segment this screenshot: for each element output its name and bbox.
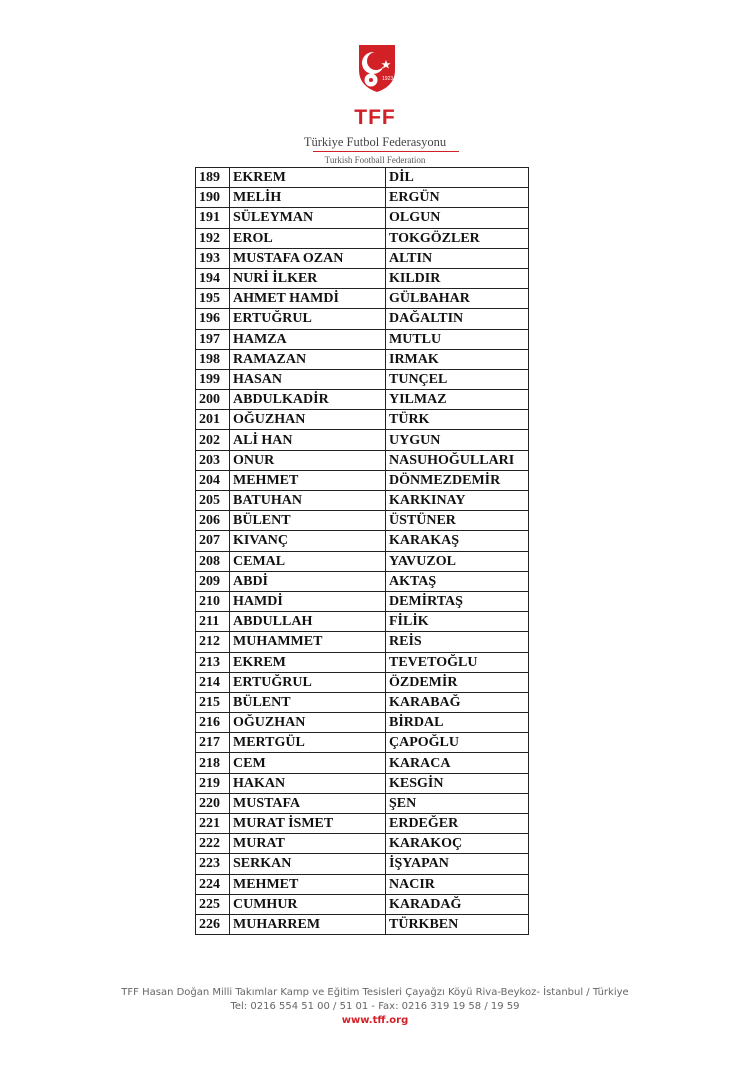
- federation-name-en: Turkish Football Federation: [324, 155, 426, 165]
- last-name: DÖNMEZDEMİR: [386, 470, 529, 490]
- table-row: [196, 329, 529, 349]
- last-name: TÜRKBEN: [386, 914, 529, 934]
- first-name: RAMAZAN: [230, 349, 386, 369]
- table-row: [196, 470, 529, 490]
- row-number: 199: [196, 369, 230, 389]
- table-row: [196, 369, 529, 389]
- first-name: HAKAN: [230, 773, 386, 793]
- first-name: HASAN: [230, 369, 386, 389]
- row-number: 222: [196, 834, 230, 854]
- footer-phone: Tel: 0216 554 51 00 / 51 01 - Fax: 0216 319 19 58 / 19 59: [230, 1001, 520, 1012]
- last-name: İŞYAPAN: [386, 854, 529, 874]
- row-number: 221: [196, 814, 230, 834]
- last-name: TÜRK: [386, 410, 529, 430]
- row-number: 206: [196, 511, 230, 531]
- first-name: HAMDİ: [230, 591, 386, 611]
- table-row: [196, 430, 529, 450]
- first-name: MERTGÜL: [230, 733, 386, 753]
- row-number: 197: [196, 329, 230, 349]
- last-name: DAĞALTIN: [386, 309, 529, 329]
- row-number: 216: [196, 713, 230, 733]
- last-name: KARAKAŞ: [386, 531, 529, 551]
- row-number: 209: [196, 571, 230, 591]
- first-name: ABDULKADİR: [230, 390, 386, 410]
- row-number: 215: [196, 692, 230, 712]
- last-name: ÖZDEMİR: [386, 672, 529, 692]
- last-name: KARADAĞ: [386, 894, 529, 914]
- first-name: ALİ HAN: [230, 430, 386, 450]
- table-row: [196, 571, 529, 591]
- last-name: KARABAĞ: [386, 692, 529, 712]
- last-name: ALTIN: [386, 248, 529, 268]
- row-number: 203: [196, 450, 230, 470]
- first-name: NURİ İLKER: [230, 268, 386, 288]
- table-row: [196, 591, 529, 611]
- table-row: [196, 773, 529, 793]
- first-name: KIVANÇ: [230, 531, 386, 551]
- table-row: [196, 652, 529, 672]
- first-name: SERKAN: [230, 854, 386, 874]
- table-row: [196, 814, 529, 834]
- first-name: MEHMET: [230, 874, 386, 894]
- row-number: 201: [196, 410, 230, 430]
- last-name: DEMİRTAŞ: [386, 591, 529, 611]
- row-number: 208: [196, 551, 230, 571]
- last-name: KILDIR: [386, 268, 529, 288]
- last-name: KESGİN: [386, 773, 529, 793]
- first-name: BÜLENT: [230, 692, 386, 712]
- row-number: 219: [196, 773, 230, 793]
- table-row: [196, 692, 529, 712]
- table-row: [196, 491, 529, 511]
- table-row: [196, 874, 529, 894]
- last-name: TEVETOĞLU: [386, 652, 529, 672]
- first-name: MUHARREM: [230, 914, 386, 934]
- table-row: [196, 793, 529, 813]
- first-name: EKREM: [230, 652, 386, 672]
- last-name: GÜLBAHAR: [386, 289, 529, 309]
- table-row: [196, 450, 529, 470]
- last-name: NASUHOĞULLARI: [386, 450, 529, 470]
- table-row: [196, 834, 529, 854]
- row-number: 211: [196, 612, 230, 632]
- row-number: 194: [196, 268, 230, 288]
- row-number: 192: [196, 228, 230, 248]
- federation-name-tr: Türkiye Futbol Federasyonu: [303, 135, 447, 149]
- table-row: [196, 632, 529, 652]
- letterhead: [0, 0, 750, 168]
- table-row: [196, 248, 529, 268]
- first-name: MELİH: [230, 188, 386, 208]
- table-row: [196, 551, 529, 571]
- table-row: [196, 268, 529, 288]
- last-name: ŞEN: [386, 793, 529, 813]
- first-name: EROL: [230, 228, 386, 248]
- table-row: [196, 390, 529, 410]
- table-row: [196, 894, 529, 914]
- last-name: MUTLU: [386, 329, 529, 349]
- svg-text:1923: 1923: [382, 76, 394, 82]
- table-row: [196, 511, 529, 531]
- row-number: 191: [196, 208, 230, 228]
- row-number: 190: [196, 188, 230, 208]
- table-row: [196, 753, 529, 773]
- player-list-table: [195, 167, 529, 935]
- row-number: 217: [196, 733, 230, 753]
- table-row: [196, 531, 529, 551]
- first-name: CEM: [230, 753, 386, 773]
- row-number: 223: [196, 854, 230, 874]
- row-number: 226: [196, 914, 230, 934]
- row-number: 205: [196, 491, 230, 511]
- row-number: 225: [196, 894, 230, 914]
- first-name: OĞUZHAN: [230, 410, 386, 430]
- tff-crest-icon: [356, 42, 398, 94]
- table-row: [196, 410, 529, 430]
- row-number: 212: [196, 632, 230, 652]
- row-number: 218: [196, 753, 230, 773]
- first-name: CEMAL: [230, 551, 386, 571]
- table-row: [196, 672, 529, 692]
- footer-address: TFF Hasan Doğan Milli Takımlar Kamp ve Eğitim Tesisleri Çayağzı Köyü Riva-Beykoz- İstanbul / Türkiye: [121, 987, 629, 998]
- last-name: NACIR: [386, 874, 529, 894]
- last-name: KARAKOÇ: [386, 834, 529, 854]
- last-name: OLGUN: [386, 208, 529, 228]
- last-name: IRMAK: [386, 349, 529, 369]
- table-row: [196, 309, 529, 329]
- last-name: ERGÜN: [386, 188, 529, 208]
- last-name: TOKGÖZLER: [386, 228, 529, 248]
- row-number: 189: [196, 168, 230, 188]
- row-number: 195: [196, 289, 230, 309]
- last-name: ÇAPOĞLU: [386, 733, 529, 753]
- row-number: 210: [196, 591, 230, 611]
- table-row: [196, 289, 529, 309]
- first-name: MURAT İSMET: [230, 814, 386, 834]
- first-name: MUHAMMET: [230, 632, 386, 652]
- first-name: BÜLENT: [230, 511, 386, 531]
- last-name: REİS: [386, 632, 529, 652]
- first-name: MUSTAFA OZAN: [230, 248, 386, 268]
- last-name: DİL: [386, 168, 529, 188]
- brand-title: TFF: [354, 106, 396, 129]
- table-row: [196, 349, 529, 369]
- first-name: HAMZA: [230, 329, 386, 349]
- last-name: KARKINAY: [386, 491, 529, 511]
- last-name: TUNÇEL: [386, 369, 529, 389]
- table-row: [196, 713, 529, 733]
- row-number: 213: [196, 652, 230, 672]
- table-row: [196, 612, 529, 632]
- last-name: KARACA: [386, 753, 529, 773]
- last-name: ERDEĞER: [386, 814, 529, 834]
- table-row: [196, 188, 529, 208]
- first-name: MUSTAFA: [230, 793, 386, 813]
- last-name: YAVUZOL: [386, 551, 529, 571]
- first-name: BATUHAN: [230, 491, 386, 511]
- first-name: ONUR: [230, 450, 386, 470]
- first-name: MURAT: [230, 834, 386, 854]
- last-name: ÜSTÜNER: [386, 511, 529, 531]
- first-name: ABDİ: [230, 571, 386, 591]
- footer-website-link[interactable]: www.tff.org: [341, 1015, 409, 1026]
- last-name: FİLİK: [386, 612, 529, 632]
- first-name: OĞUZHAN: [230, 713, 386, 733]
- table-row: [196, 733, 529, 753]
- first-name: ABDULLAH: [230, 612, 386, 632]
- row-number: 220: [196, 793, 230, 813]
- last-name: AKTAŞ: [386, 571, 529, 591]
- first-name: ERTUĞRUL: [230, 672, 386, 692]
- row-number: 200: [196, 390, 230, 410]
- table-row: [196, 228, 529, 248]
- row-number: 204: [196, 470, 230, 490]
- table-row: [196, 914, 529, 934]
- first-name: SÜLEYMAN: [230, 208, 386, 228]
- row-number: 207: [196, 531, 230, 551]
- row-number: 198: [196, 349, 230, 369]
- last-name: UYGUN: [386, 430, 529, 450]
- last-name: BİRDAL: [386, 713, 529, 733]
- header-rule: [313, 151, 459, 152]
- first-name: ERTUĞRUL: [230, 309, 386, 329]
- row-number: 193: [196, 248, 230, 268]
- first-name: AHMET HAMDİ: [230, 289, 386, 309]
- table-row: [196, 168, 529, 188]
- table-row: [196, 854, 529, 874]
- table-row: [196, 208, 529, 228]
- last-name: YILMAZ: [386, 390, 529, 410]
- row-number: 196: [196, 309, 230, 329]
- first-name: MEHMET: [230, 470, 386, 490]
- row-number: 214: [196, 672, 230, 692]
- row-number: 224: [196, 874, 230, 894]
- row-number: 202: [196, 430, 230, 450]
- page-footer: [0, 986, 750, 1028]
- first-name: CUMHUR: [230, 894, 386, 914]
- first-name: EKREM: [230, 168, 386, 188]
